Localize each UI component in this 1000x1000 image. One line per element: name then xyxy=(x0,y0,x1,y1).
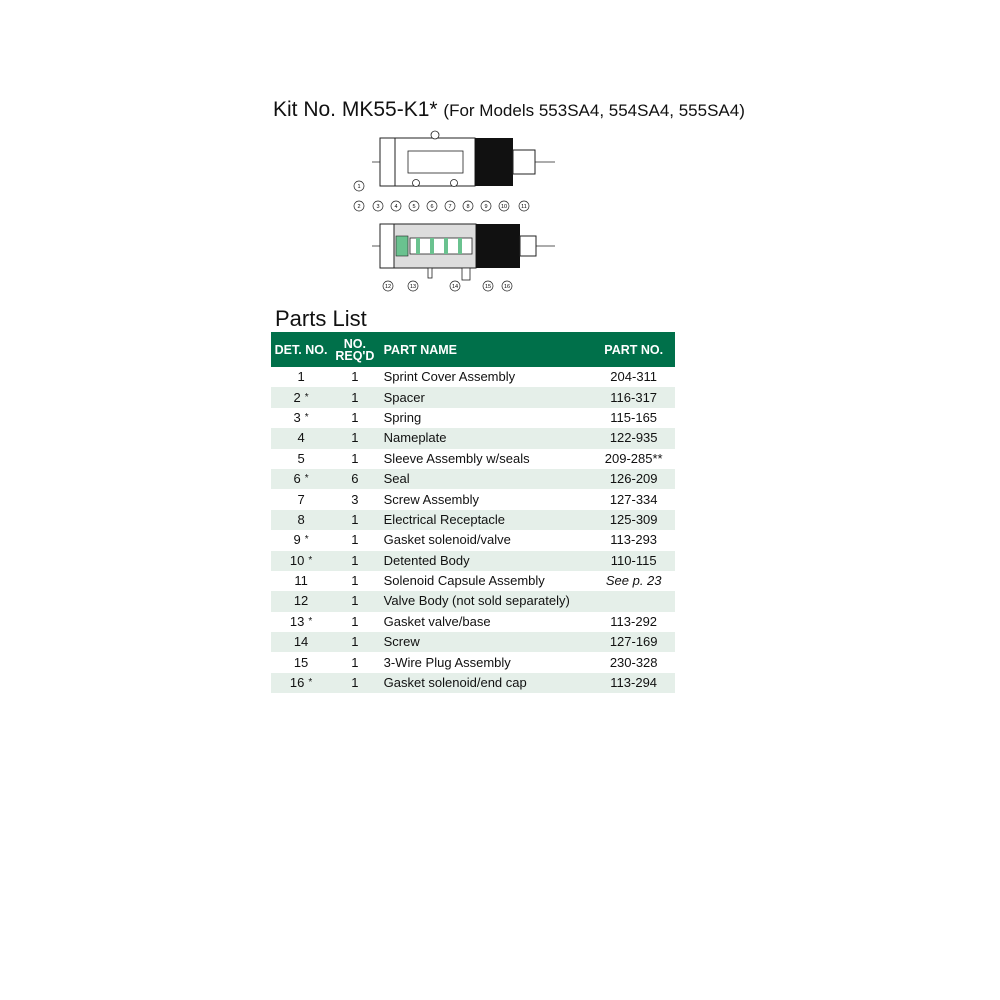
table-row xyxy=(271,367,675,387)
part-name-cell: Gasket solenoid/valve xyxy=(383,532,511,548)
qty-cell: 1 xyxy=(351,532,359,548)
det-no: 11 xyxy=(294,573,308,589)
det-no-cell xyxy=(271,408,331,428)
col-part-name: PART NAME xyxy=(379,332,593,367)
part-no-cell: See p. 23 xyxy=(605,573,662,589)
valve-top-view xyxy=(372,131,555,187)
part-name-cell: Spacer xyxy=(379,387,593,407)
part-no-cell: 127-169 xyxy=(592,632,675,652)
col-no-reqd: NO. REQ'D xyxy=(331,332,379,367)
table-row xyxy=(271,510,675,530)
det-no: 5 xyxy=(297,450,305,466)
det-no-cell xyxy=(271,428,331,448)
det-no-cell xyxy=(271,551,331,571)
callout-8: 8 xyxy=(466,204,470,210)
part-name-cell: Sprint Cover Assembly xyxy=(383,369,516,385)
part-no-cell: 230-328 xyxy=(609,654,658,670)
part-no-cell: 115-165 xyxy=(610,409,658,425)
part-name-cell: Screw xyxy=(379,632,593,652)
table-row xyxy=(271,428,675,448)
callout-9: 9 xyxy=(484,204,488,210)
part-no-cell: 204-311 xyxy=(610,369,658,385)
kit-title xyxy=(273,98,745,122)
callout-10: 10 xyxy=(500,204,508,210)
det-no-cell xyxy=(271,612,331,632)
table-row xyxy=(271,652,675,672)
det-no-cell xyxy=(271,632,331,652)
callout-16: 16 xyxy=(503,284,511,290)
det-no-cell xyxy=(271,489,331,509)
det-no: 16 xyxy=(289,675,305,691)
det-no: 3 xyxy=(293,409,301,425)
det-no-cell xyxy=(271,449,331,469)
table-row xyxy=(271,673,675,693)
det-no: 7 xyxy=(297,491,305,507)
qty-cell: 1 xyxy=(331,387,379,407)
qty-cell: 1 xyxy=(351,613,359,629)
parts-table xyxy=(271,332,675,693)
qty-cell: 1 xyxy=(331,551,379,571)
part-no-cell: 116-317 xyxy=(592,387,675,407)
qty-cell: 6 xyxy=(331,469,379,489)
qty-cell: 1 xyxy=(351,654,359,670)
table-row xyxy=(271,387,675,407)
part-no-cell: 125-309 xyxy=(592,510,675,530)
callout-4: 4 xyxy=(394,204,398,210)
part-no-cell: 113-292 xyxy=(610,613,658,629)
det-no-cell xyxy=(271,652,331,672)
qty-cell: 1 xyxy=(331,673,379,693)
col-part-no: PART NO. xyxy=(592,332,675,367)
kit-item-marker: * xyxy=(308,615,313,627)
table-row xyxy=(271,571,675,591)
qty-cell: 1 xyxy=(351,573,359,589)
callout-11: 11 xyxy=(521,204,527,210)
kit-number: Kit No. MK55-K1* xyxy=(273,98,438,121)
part-name-cell: Spring xyxy=(383,409,422,425)
det-no-cell xyxy=(271,591,331,611)
table-row xyxy=(271,408,675,428)
det-no: 14 xyxy=(293,634,309,650)
det-no: 6 xyxy=(293,471,301,487)
det-no-cell xyxy=(271,469,331,489)
kit-item-marker: * xyxy=(304,473,309,485)
part-name-cell: 3-Wire Plug Assembly xyxy=(383,654,511,670)
det-no: 10 xyxy=(289,552,305,568)
callout-7: 7 xyxy=(448,204,452,210)
kit-item-marker: * xyxy=(304,534,309,546)
det-no: 12 xyxy=(293,593,309,609)
table-row xyxy=(271,449,675,469)
part-name-cell: Electrical Receptacle xyxy=(379,510,593,530)
callout-15: 15 xyxy=(484,284,492,290)
part-name-cell: Screw Assembly xyxy=(383,491,480,507)
det-no: 1 xyxy=(297,369,305,385)
det-no: 15 xyxy=(293,654,309,670)
part-name-cell: Sleeve Assembly w/seals xyxy=(383,450,530,466)
callout-14: 14 xyxy=(451,284,459,290)
det-no-cell xyxy=(271,387,331,407)
qty-cell: 1 xyxy=(331,632,379,652)
det-no-cell xyxy=(271,571,331,591)
kit-models: (For Models 553SA4, 554SA4, 555SA4) xyxy=(443,101,745,120)
valve-exploded-diagram xyxy=(350,128,570,298)
det-no: 2 xyxy=(293,389,301,405)
parts-table-header xyxy=(271,332,675,367)
valve-section-view xyxy=(372,224,555,280)
callout-5: 5 xyxy=(412,204,416,210)
parts-table-body xyxy=(271,367,675,693)
table-row xyxy=(271,632,675,652)
kit-item-marker: * xyxy=(304,391,309,403)
callout-12: 12 xyxy=(384,284,392,290)
part-name-cell: Gasket valve/base xyxy=(383,613,491,629)
part-no-cell: 126-209 xyxy=(592,469,675,489)
callout-2: 2 xyxy=(357,204,361,210)
part-no-cell: 110-115 xyxy=(592,551,675,571)
qty-cell: 1 xyxy=(351,369,359,385)
table-row xyxy=(271,612,675,632)
det-no-cell xyxy=(271,510,331,530)
det-no: 8 xyxy=(297,511,305,527)
table-row xyxy=(271,591,675,611)
col-det-no: DET. NO. xyxy=(271,332,331,367)
part-name-cell: Gasket solenoid/end cap xyxy=(379,673,593,693)
part-name-cell: Seal xyxy=(379,469,593,489)
callout-6: 6 xyxy=(430,204,434,210)
det-no-cell xyxy=(271,530,331,550)
part-no-cell: 209-285** xyxy=(604,450,663,466)
part-no-cell xyxy=(592,591,675,611)
part-no-cell: 113-293 xyxy=(610,532,658,548)
det-no: 9 xyxy=(293,532,301,548)
table-row xyxy=(271,530,675,550)
callout-1: 1 xyxy=(357,184,361,190)
table-row xyxy=(271,469,675,489)
det-no-cell xyxy=(271,673,331,693)
qty-cell: 1 xyxy=(351,409,359,425)
kit-item-marker: * xyxy=(304,411,309,423)
part-no-cell: 127-334 xyxy=(609,491,658,507)
callout-13: 13 xyxy=(409,284,417,290)
part-name-cell: Detented Body xyxy=(379,551,593,571)
table-row xyxy=(271,489,675,509)
qty-cell: 1 xyxy=(351,450,359,466)
part-no-cell: 113-294 xyxy=(592,673,675,693)
det-no-cell xyxy=(271,367,331,387)
table-row xyxy=(271,551,675,571)
part-name-cell: Solenoid Capsule Assembly xyxy=(383,573,545,589)
parts-list-heading: Parts List xyxy=(275,306,367,331)
qty-cell: 3 xyxy=(351,491,359,507)
kit-item-marker: * xyxy=(308,554,313,566)
part-no-cell: 122-935 xyxy=(592,428,675,448)
callout-3: 3 xyxy=(376,204,380,210)
part-name-cell: Nameplate xyxy=(379,428,593,448)
det-no: 4 xyxy=(297,430,305,446)
qty-cell: 1 xyxy=(331,428,379,448)
kit-item-marker: * xyxy=(308,677,313,689)
qty-cell: 1 xyxy=(331,591,379,611)
qty-cell: 1 xyxy=(331,510,379,530)
part-name-cell: Valve Body (not sold separately) xyxy=(379,591,593,611)
det-no: 13 xyxy=(289,613,305,629)
